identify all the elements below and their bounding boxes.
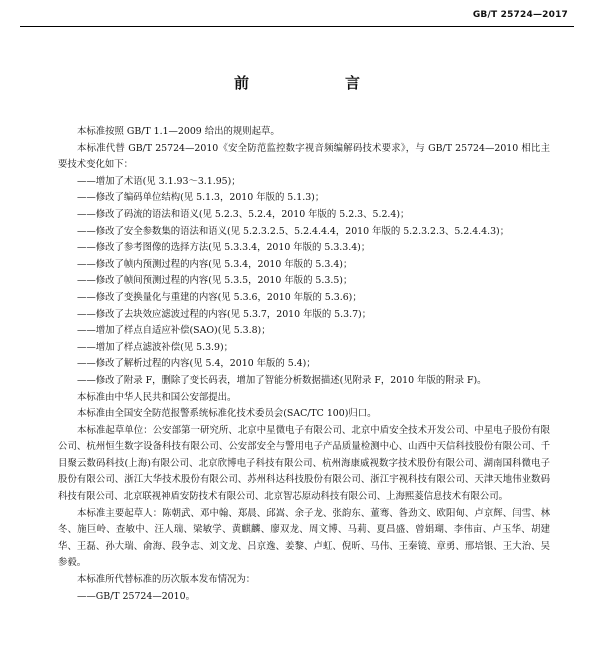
change-item: ——增加了术语(见 3.1.93～3.1.95)； — [77, 175, 241, 187]
intro-paragraph: 本标准按照 GB/T 1.1—2009 给出的规则起草。 — [77, 126, 280, 137]
drafting-units-paragraph: 本标准起草单位：公安部第一研究所、北京中星微电子有限公司、北京中盾安全技术开发公司、中星电子股份有限公司、杭州恒生数字设备科技有限公司、公安部安全与警用电子产品质量检测中心、山西中天信科技股份有限公司、千目聚云数码科技(上海)有限公司、北京欣博电子科技有限公司、杭州海康威视数字技术股份有限公司、湖南国科微电子股份有限公司、浙江大华技术股份有限公司、苏州科达科技股份有限公司、浙江宇视科技有限公司、天津天地伟业数码科技有限公司、北京联视神盾安防技术有限公司、北京智芯原动科技有限公司、上海熙菱信息技术有限公司。 — [58, 424, 550, 503]
drafters-paragraph: 本标准主要起草人：陈朝武、邓中翰、郑晨、邱嵩、余子龙、张韵东、董骞、昝劲文、欧阳甸、卢京辉、闫雪、林冬、施巨岭、查敏中、汪人瑞、梁敏学、黄麒麟、廖双龙、周文博、马莉、夏昌盛、曾娟瑚、李伟亩、卢玉华、胡建华、王磊、孙大瑞、俞海、段争志、刘文龙、吕京逸、姜黎、卢虹、倪昕、马伟、王秦镜、章勇、邢培银、王大治、吴参毅。 — [58, 507, 550, 569]
change-item: ——修改了码流的语法和语义(见 5.2.3、5.2.4，2010 年版的 5.2.3、5.2.4)； — [77, 208, 410, 220]
change-item: ——修改了帧间预测过程的内容(见 5.3.5，2010 年版的 5.3.5)； — [77, 275, 353, 287]
proposed-by-paragraph: 本标准由中华人民共和国公安部提出。 — [77, 391, 237, 403]
managed-by-paragraph: 本标准由全国安全防范报警系统标准化技术委员会(SAC/TC 100)归口。 — [77, 408, 377, 420]
change-item: ——修改了变换量化与重建的内容(见 5.3.6，2010 年版的 5.3.6)； — [77, 291, 362, 303]
foreword-content — [58, 124, 550, 605]
change-item: ——增加了样点自适应补偿(SAO)(见 5.3.8)； — [77, 325, 271, 337]
change-item: ——修改了编码单位结构(见 5.1.3，2010 年版的 5.1.3)； — [77, 192, 325, 204]
history-intro-paragraph: 本标准所代替标准的历次版本发布情况为： — [77, 574, 256, 586]
change-item: ——修改了附录 F，删除了变长码表，增加了智能分析数据描述(见附录 F，2010 年版的附录 F)。 — [77, 374, 487, 386]
change-item: ——修改了安全参数集的语法和语义(见 5.2.3.2.5、5.2.4.4.4，2010 年版的 5.2.3.2.3、5.2.4.4.3)； — [77, 225, 510, 237]
history-item: ——GB/T 25724—2010。 — [77, 590, 195, 602]
page-title: 前 言 — [233, 74, 382, 92]
standard-code-header: GB/T 25724—2017 — [472, 10, 568, 20]
change-item: ——增加了样点滤波补偿(见 5.3.9)； — [77, 341, 234, 353]
change-item: ——修改了去块效应滤波过程的内容(见 5.3.7，2010 年版的 5.3.7)； — [77, 308, 372, 320]
change-item: ——修改了参考图像的选择方法(见 5.3.3.4，2010 年版的 5.3.3.4)； — [77, 242, 371, 254]
replacement-paragraph: 本标准代替 GB/T 25724—2010《安全防范监控数字视音频编解码技术要求》，与 GB/T 25724—2010 相比主要技术变化如下： — [58, 142, 550, 171]
header-rule — [20, 26, 574, 27]
change-item: ——修改了解析过程的内容(见 5.4，2010 年版的 5.4)； — [77, 358, 316, 370]
change-item: ——修改了帧内预测过程的内容(见 5.3.4，2010 年版的 5.3.4)； — [77, 258, 353, 270]
